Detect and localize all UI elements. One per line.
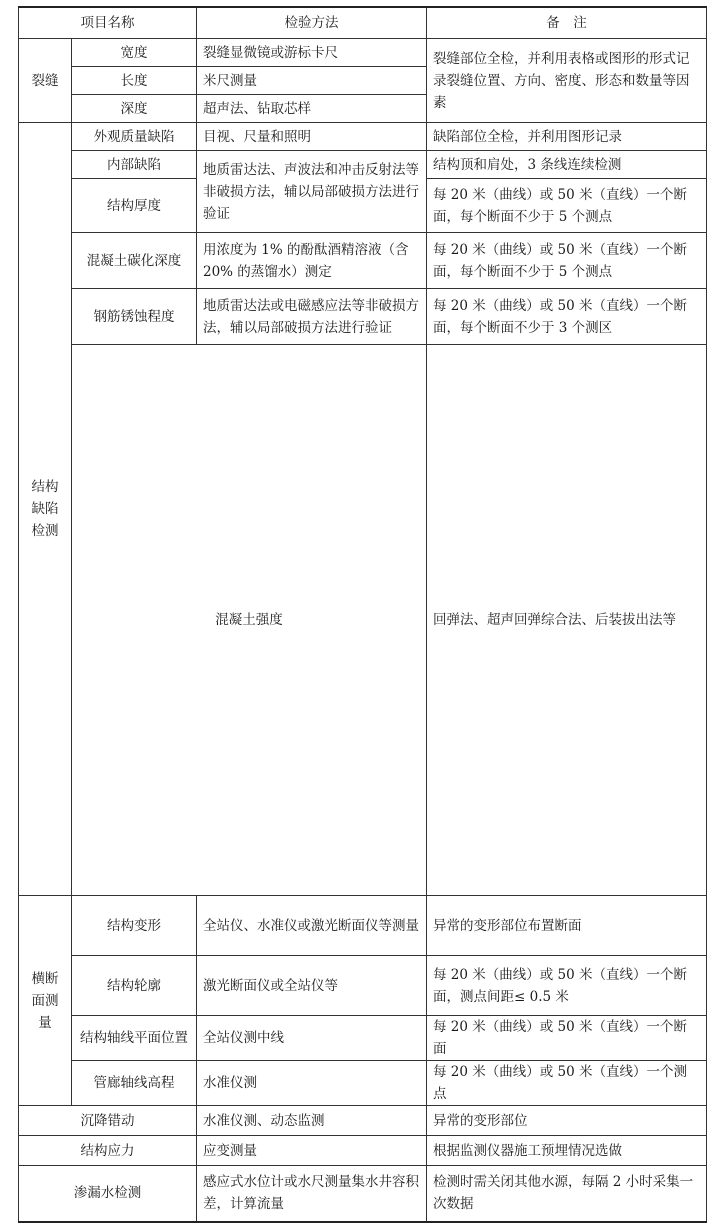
method-deformation: 全站仪、水准仪或激光断面仪等测量 [197,896,427,956]
item-concrete-strength: 混凝土强度 [72,345,427,896]
table-row [19,39,707,67]
note-rebar-corrosion: 每 20 米（曲线）或 50 米（直线）一个断面，每个断面不少于 3 个测区 [427,289,707,345]
method-appearance: 目视、尺量和照明 [197,123,427,151]
item-profile: 结构轮廓 [72,956,197,1016]
method-crack-depth: 超声法、钻取芯样 [197,95,427,123]
header-note: 备 注 [427,7,707,39]
note-internal-defect: 结构顶和肩处，3 条线连续检测 [427,151,707,179]
method-profile: 激光断面仪或全站仪等 [197,956,427,1016]
item-crack-length: 长度 [72,67,197,95]
note-profile: 每 20 米（曲线）或 50 米（直线）一个断面，测点间距≤ 0.5 米 [427,956,707,1016]
note-deformation: 异常的变形部位布置断面 [427,896,707,956]
table-row [19,1166,707,1222]
item-crack-depth: 深度 [72,95,197,123]
note-appearance: 缺陷部位全检，并利用图形记录 [427,123,707,151]
item-axis-position: 结构轴线平面位置 [72,1016,197,1061]
method-rebar-corrosion: 地质雷达法或电磁感应法等非破损方法，辅以局部破损方法进行验证 [197,289,427,345]
item-internal-defect: 内部缺陷 [72,151,197,179]
inspection-methods-table [18,6,707,1223]
table-row [19,1106,707,1136]
header-method: 检验方法 [197,7,427,39]
table-row [19,956,707,1016]
table-row [19,345,707,896]
method-leakage: 感应式水位计或水尺测量集水井容积差，计算流量 [197,1166,427,1222]
header-item-name: 项目名称 [19,7,197,39]
item-carbonation: 混凝土碳化深度 [72,233,197,289]
table-row [19,1136,707,1166]
method-axis-position: 全站仪测中线 [197,1016,427,1061]
note-carbonation: 每 20 米（曲线）或 50 米（直线）一个断面，每个断面不少于 5 个测点 [427,233,707,289]
table-row [19,233,707,289]
method-crack-length: 米尺测量 [197,67,427,95]
table-row [19,1016,707,1061]
method-stress: 应变测量 [197,1136,427,1166]
item-pipe-elevation: 管廊轴线高程 [72,1061,197,1106]
note-axis-position: 每 20 米（曲线）或 50 米（直线）一个断面 [427,1016,707,1061]
note-pipe-elevation: 每 20 米（曲线）或 50 米（直线）一个测点 [427,1061,707,1106]
item-appearance: 外观质量缺陷 [72,123,197,151]
note-settlement: 异常的变形部位 [427,1106,707,1136]
item-thickness: 结构厚度 [72,179,197,233]
method-concrete-strength: 回弹法、超声回弹综合法、后装拔出法等 [427,345,707,896]
note-leakage: 检测时需关闭其他水源，每隔 2 小时采集一次数据 [427,1166,707,1222]
table-row [19,289,707,345]
note-thickness: 每 20 米（曲线）或 50 米（直线）一个断面，每个断面不少于 5 个测点 [427,179,707,233]
table-row [19,151,707,179]
note-crack: 裂缝部位全检，并利用表格或图形的形式记录裂缝位置、方向、密度、形态和数量等因素 [427,39,707,123]
table-row [19,896,707,956]
item-settlement: 沉降错动 [19,1106,197,1136]
item-leakage: 渗漏水检测 [19,1166,197,1222]
table-header-row [19,7,707,39]
category-crack: 裂缝 [19,39,72,123]
table-row [19,123,707,151]
note-stress: 根据监测仪器施工预埋情况选做 [427,1136,707,1166]
method-crack-width: 裂缝显微镜或游标卡尺 [197,39,427,67]
category-defect: 结构缺陷检测 [19,123,72,896]
item-stress: 结构应力 [19,1136,197,1166]
method-radar: 地质雷达法、声波法和冲击反射法等非破损方法，辅以局部破损方法进行验证 [197,151,427,233]
method-pipe-elevation: 水准仪测 [197,1061,427,1106]
category-section: 横断面测量 [19,896,72,1106]
item-rebar-corrosion: 钢筋锈蚀程度 [72,289,197,345]
item-crack-width: 宽度 [72,39,197,67]
item-deformation: 结构变形 [72,896,197,956]
method-settlement: 水准仪测、动态监测 [197,1106,427,1136]
table-row [19,1061,707,1106]
method-carbonation: 用浓度为 1% 的酚酞酒精溶液（含 20% 的蒸馏水）测定 [197,233,427,289]
